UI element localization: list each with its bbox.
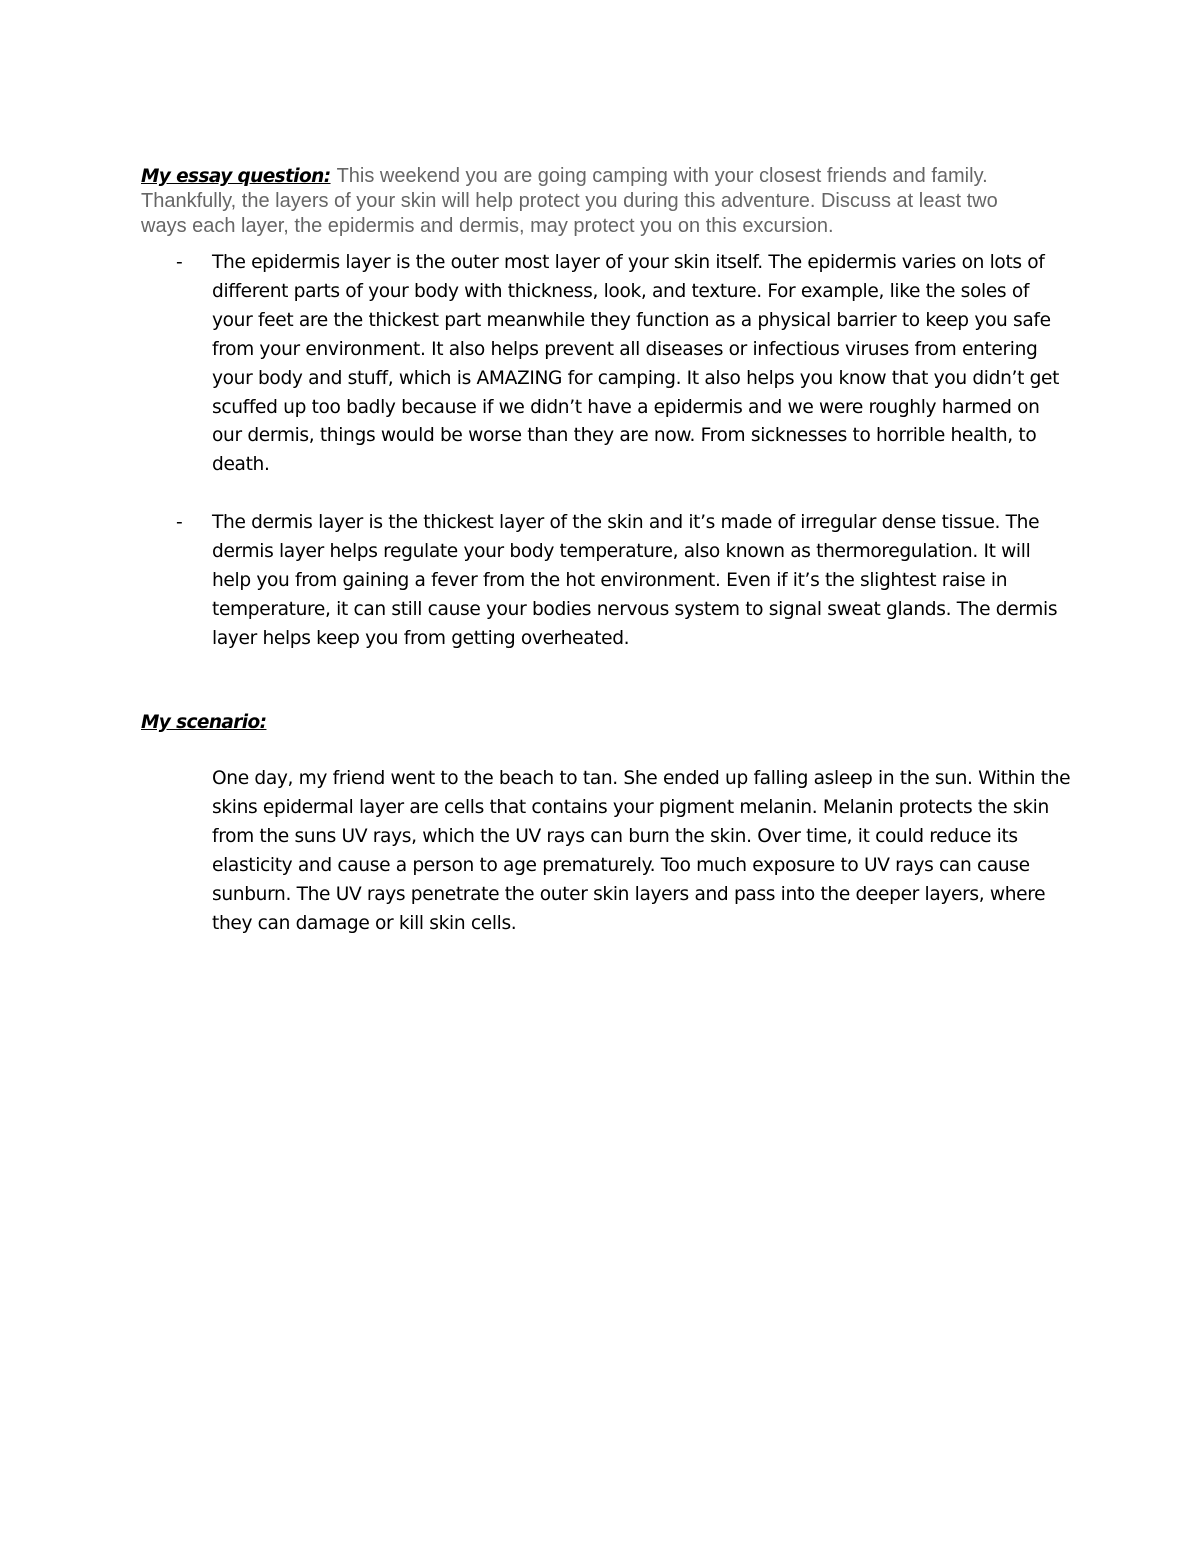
essay-question-label: My essay question: [141, 166, 331, 187]
answer-dermis [141, 509, 1071, 654]
answer-dermis-text: The dermis layer is the thickest layer of the skin and it’s made of irregular dense tissue. The dermis layer helps regulate your body temperature, also known as thermoregulation. It will help you from gaining a fever from the hot environment. Even if it’s the slightest raise in temperature, it can still cause your bodies nervous system to signal sweat glands. The dermis layer helps keep you from getting overheated. [212, 512, 1058, 649]
scenario-paragraph: One day, my friend went to the beach to tan. She ended up falling asleep in the sun. Within the skins epidermal layer are cells that contains your pigment melanin. Melanin protects the skin from the suns UV rays, which the UV rays can burn the skin. Over time, it could reduce its elasticity and cause a person to age prematurely. Too much exposure to UV rays can cause sunburn. The UV rays penetrate the outer skin layers and pass into the deeper layers, where they can damage or kill skin cells. [212, 768, 1071, 934]
answer-epidermis-text: The epidermis layer is the outer most layer of your skin itself. The epidermis varies on lots of different parts of your body with thickness, look, and texture. For example, like the soles of your feet are the thickest part meanwhile they function as a physical barrier to keep you safe from your environment. It also helps prevent all diseases or infectious viruses from entering your body and stuff, which is AMAZING for camping. It also helps you know that you didn’t get scuffed up too badly because if we didn’t have a epidermis and we were roughly harmed on our dermis, things would be worse than they are now. From sicknesses to horrible health, to death. [212, 252, 1060, 476]
bullet-dash: - [176, 252, 183, 273]
scenario-heading: My scenario: [141, 712, 267, 733]
essay-question [141, 164, 1046, 239]
answer-epidermis [141, 249, 1071, 480]
essay-question-text: This weekend you are going camping with your closest friends and family. Thankfully, the layers of your skin will help protect you during this adventure. Discuss at least two ways each layer, the epidermis and dermis, may protect you on this excursion. [141, 165, 998, 237]
bullet-dash: - [176, 512, 183, 534]
answer-list [141, 249, 1071, 683]
